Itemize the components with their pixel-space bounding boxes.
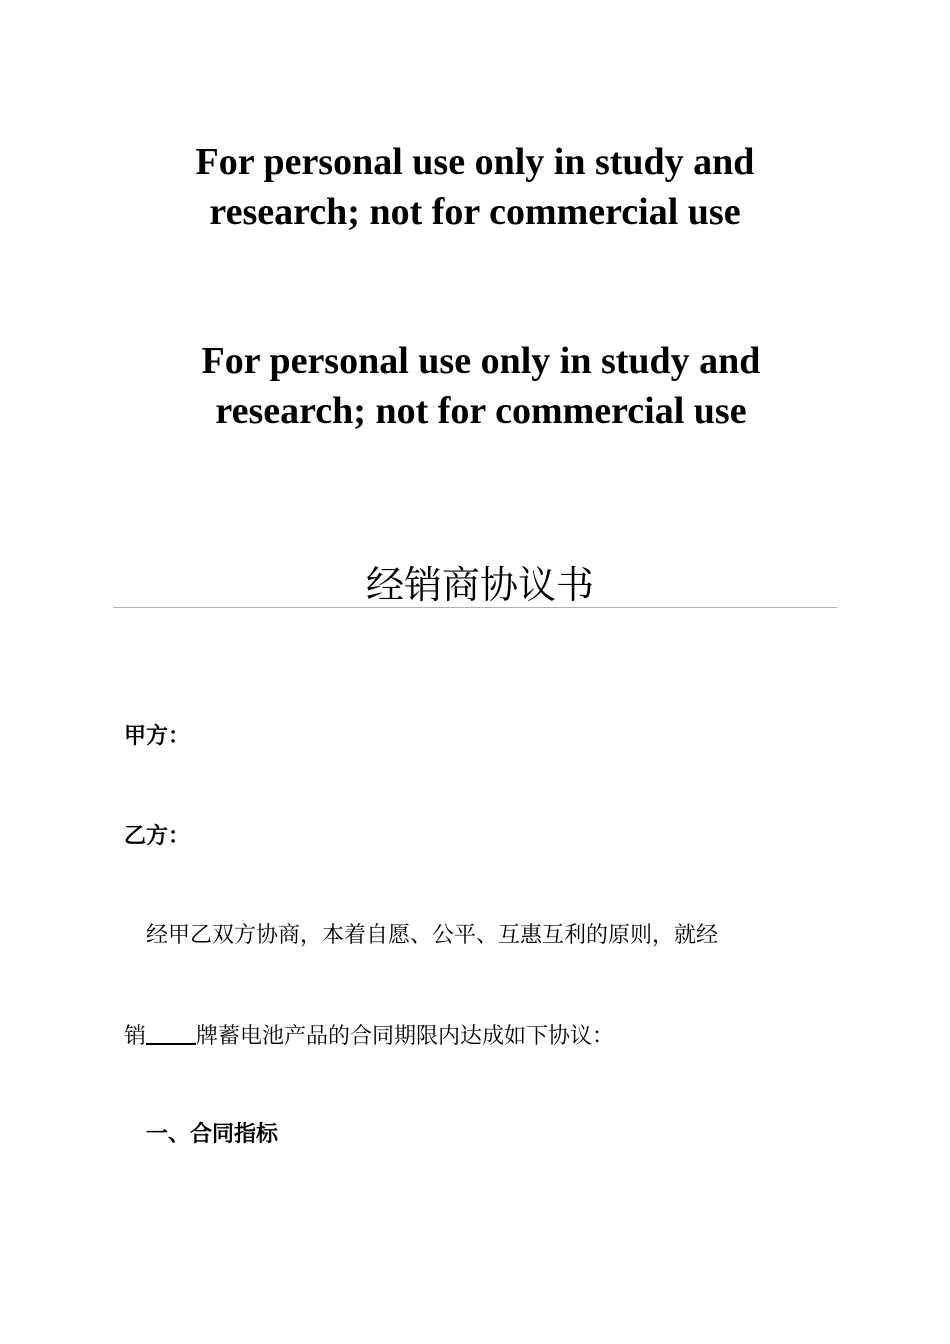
notice-2-line-2: research; not for commercial use bbox=[215, 390, 747, 432]
copyright-notice-2 bbox=[6, 336, 950, 436]
section-1-heading: 一、合同指标 bbox=[146, 1122, 279, 1147]
paragraph-2-prefix: 销 bbox=[124, 1024, 147, 1049]
title-divider bbox=[113, 607, 837, 608]
brand-blank-field bbox=[146, 1021, 196, 1045]
agreement-paragraph-line-2 bbox=[124, 1021, 614, 1052]
paragraph-2-suffix: 牌蓄电池产品的合同期限内达成如下协议： bbox=[196, 1024, 615, 1049]
notice-1-line-2: research; not for commercial use bbox=[209, 191, 741, 233]
agreement-paragraph-line-1: 经甲乙双方协商，本着自愿、公平、互惠互利的原则，就经 bbox=[146, 923, 719, 948]
party-a-label: 甲方： bbox=[124, 724, 191, 749]
notice-2-line-1: For personal use only in study and bbox=[201, 340, 761, 382]
party-b-label: 乙方： bbox=[124, 824, 191, 849]
document-title: 经销商协议书 bbox=[365, 563, 594, 607]
notice-1-line-1: For personal use only in study and bbox=[195, 141, 755, 183]
copyright-notice-1 bbox=[0, 137, 950, 237]
